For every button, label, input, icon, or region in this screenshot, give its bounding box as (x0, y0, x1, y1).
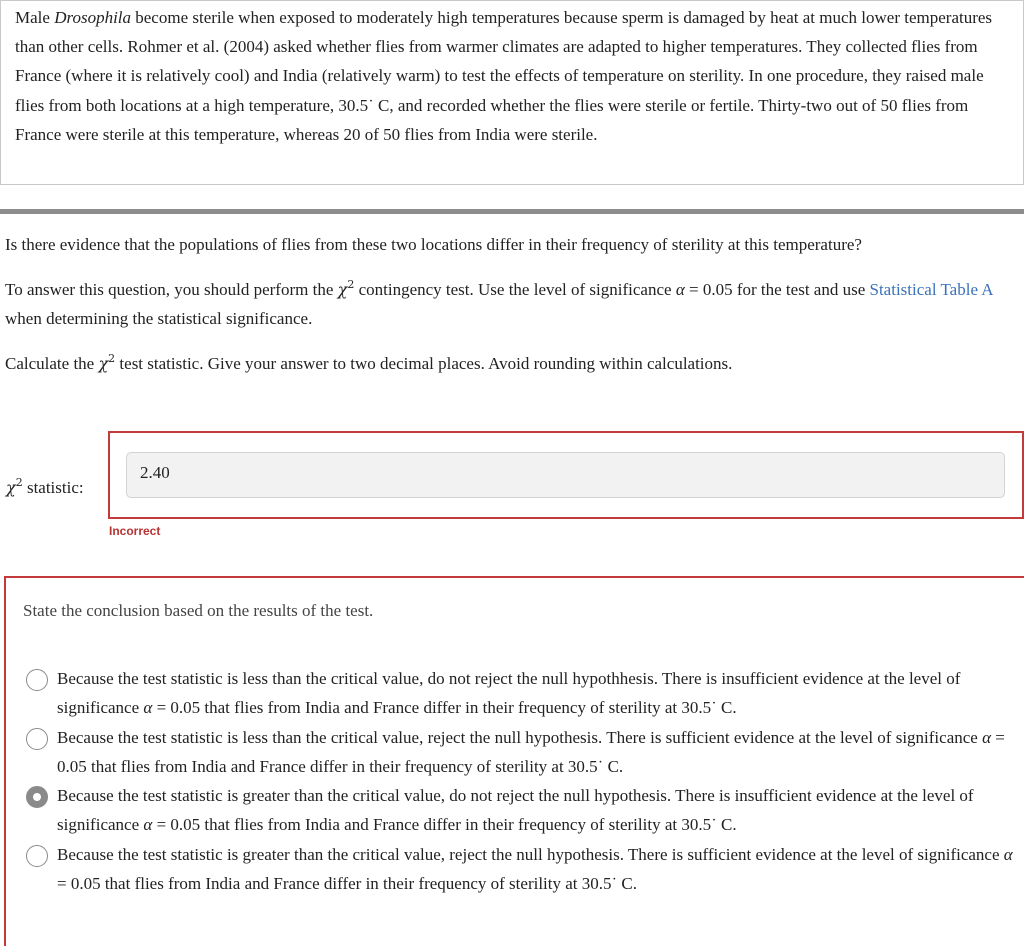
intro-text-rest: become sterile when exposed to moderately high temperatures because sperm is damaged by heat at much lower temperatures than other cells. Rohmer et al. (2004) asked whether flies from warmer climates are adapted to higher temperatures. They collected flies from France (where it is relatively cool) and India (relatively warm) to test the effects of temperature on sterility. In one procedure, they raised male flies from both locations at a high temperature, 30.5˙ C, and recorded whether the flies were sterile or fertile. Thirty-two out of 50 flies from France were sterile at this temperature, whereas 20 of 50 flies from India were sterile. (15, 8, 993, 144)
question-text: Is there evidence that the populations of flies from these two locations differ in their frequency of sterility at this temperature? (5, 235, 862, 254)
feedback-incorrect: Incorrect (109, 524, 161, 538)
instructions-text: To answer this question, you should perform the $\chi^2$ contingency test. Use the level of significance α = 0.05 for the test and use Statistical Table A when determining the statistical significance. (5, 278, 993, 328)
radio-button-4[interactable] (26, 845, 48, 867)
conclusion-options (26, 664, 1016, 898)
problem-statement (0, 0, 1024, 185)
conclusion-option-4[interactable]: Because the test statistic is greater than the critical value, reject the null hypothesis. There is sufficient evidence at the level of significance α = 0.05 that flies from India and France differ in their frequency of sterility at 30.5˙ C. (26, 840, 1016, 899)
conclusion-option-2[interactable]: Because the test statistic is less than the critical value, reject the null hypothesis. There is sufficient evidence at the level of significance α = 0.05 that flies from India and France differ in their frequency of sterility at 30.5˙ C. (26, 723, 1016, 782)
species-name: Drosophila (54, 8, 132, 27)
question-block (5, 230, 1020, 389)
conclusion-prompt: State the conclusion based on the results of the test. (23, 601, 374, 620)
intro-text-start: Male (15, 8, 55, 27)
chi-symbol: $\chi^2$ (337, 278, 355, 299)
radio-button-2[interactable] (26, 728, 48, 750)
calculate-instruction: Calculate the $\chi^2$ test statistic. Give your answer to two decimal places. Avoid rounding within calculations. (5, 352, 733, 373)
intro-paragraph (15, 3, 1011, 149)
conclusion-option-3[interactable]: Because the test statistic is greater than the critical value, do not reject the null hypothesis. There is insufficient evidence at the level of significance α = 0.05 that flies from India and France differ in their frequency of sterility at 30.5˙ C. (26, 781, 1016, 840)
chi-symbol: $\chi^2$ (98, 352, 116, 373)
conclusion-option-1[interactable]: Because the test statistic is less than the critical value, do not reject the null hypothhesis. There is insufficient evidence at the level of significance α = 0.05 that flies from India and France differ in their frequency of sterility at 30.5˙ C. (26, 664, 1016, 723)
section-divider (0, 209, 1024, 214)
radio-button-1[interactable] (26, 669, 48, 691)
statistical-table-link[interactable]: Statistical Table A (869, 280, 993, 299)
alpha-symbol: α (675, 280, 685, 299)
chi-statistic-label: $\chi^2$ statistic: (6, 476, 84, 497)
radio-button-3-selected[interactable] (26, 786, 48, 808)
chi-statistic-input[interactable]: 2.40 (126, 452, 1005, 498)
